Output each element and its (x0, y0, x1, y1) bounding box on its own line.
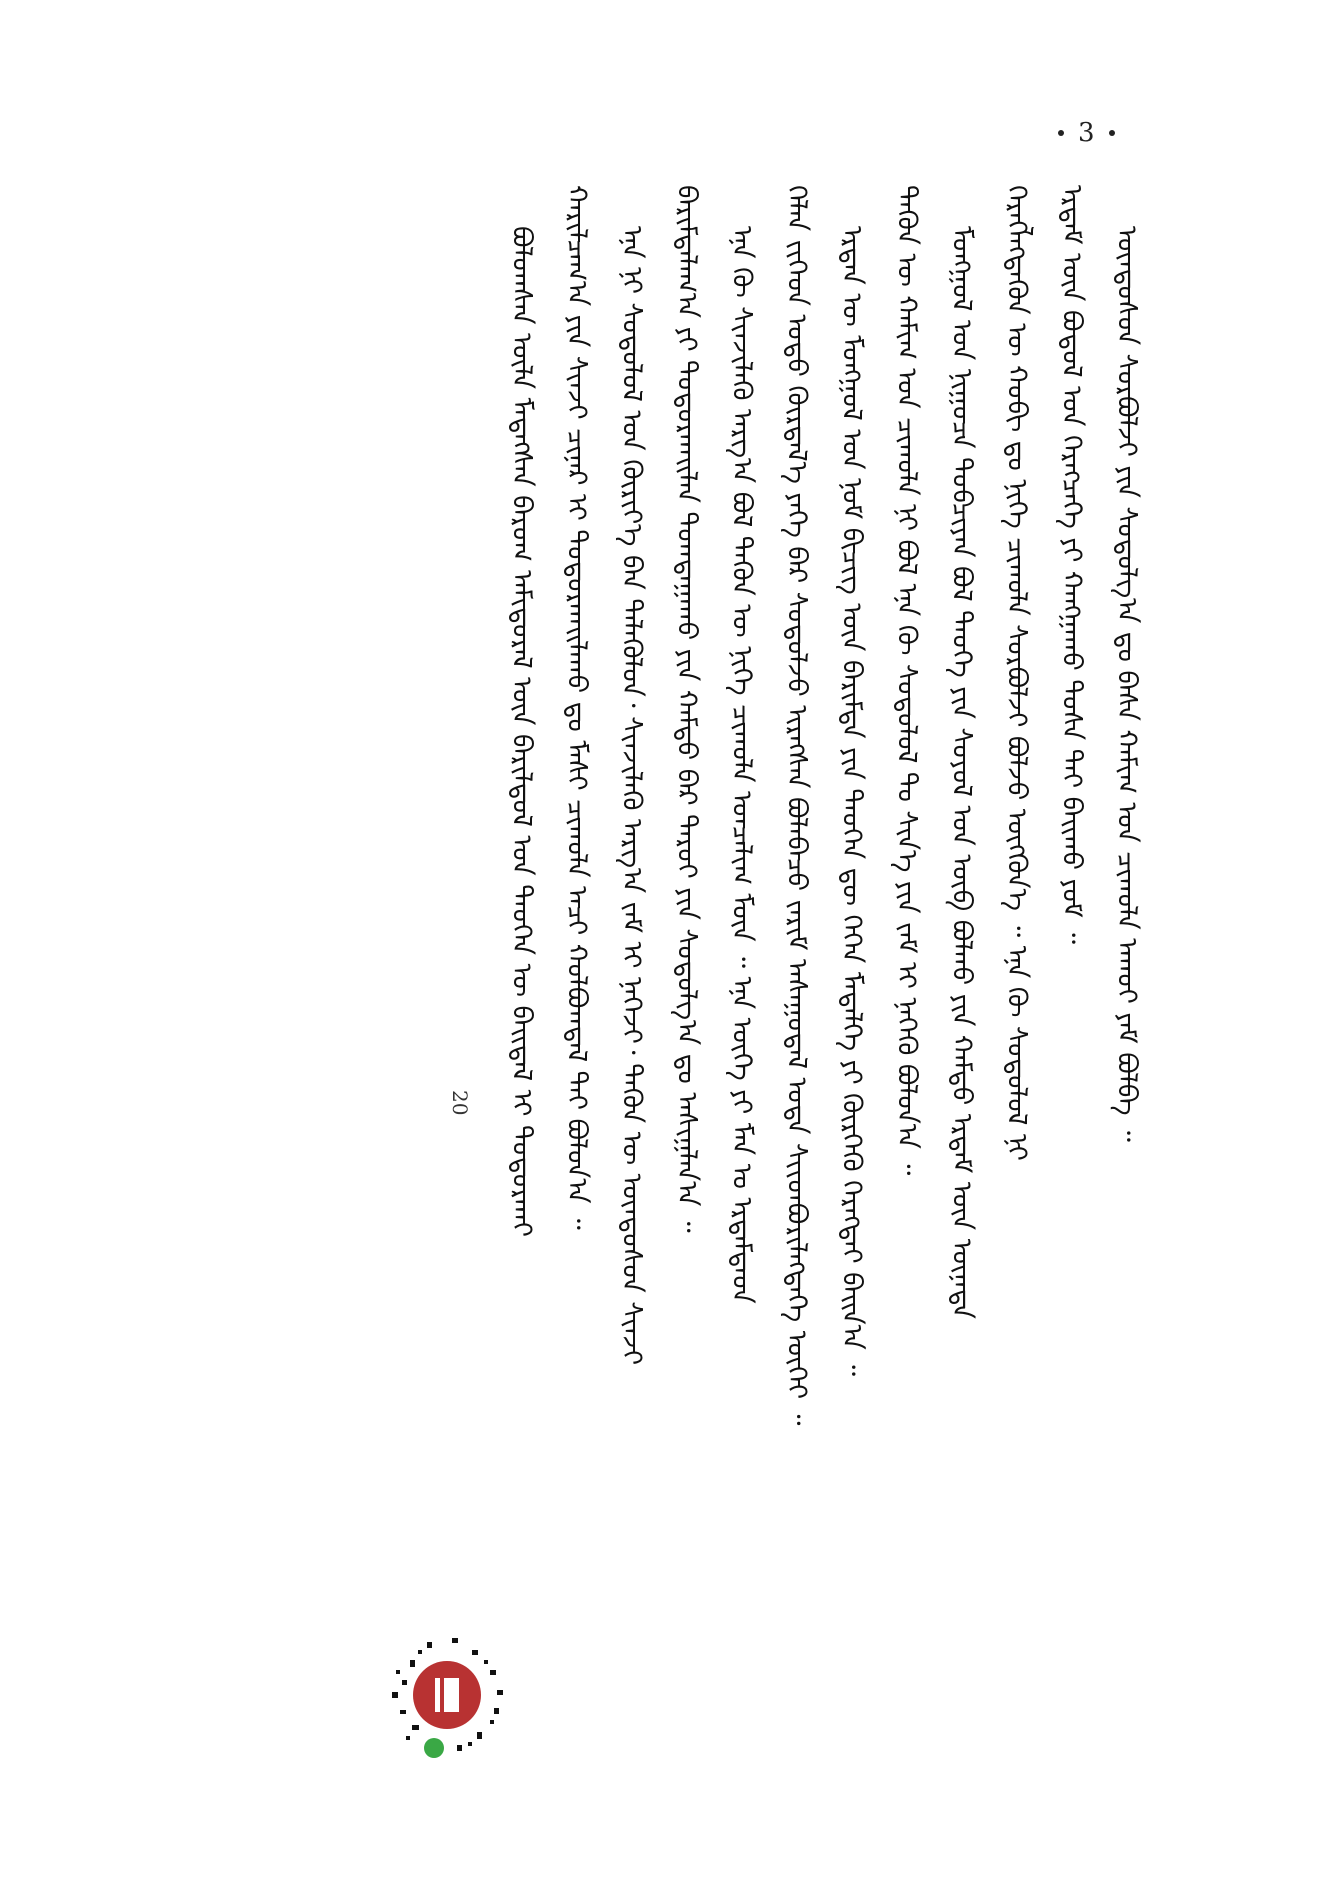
text-column-5: ᠡᠨᠡ ᠬᠦ ᠰᠢᠨᠵᠢᠯᠡᠬᠦ ᠠᠷᠭ᠎ᠠ ᠪᠣᠯ ᠲᠡᠬᠦᠨ ᠦ ᠨᠢᠭᠡ ᠴᠢᠬᠤᠯᠠ ᠣᠨᠴᠠᠯᠢᠭ ᠮᠥᠨ ᠃ ᠡᠨᠡ ᠦᠭᠡ ᠶᠢ ᠮᠠᠨ ᠤ ᠡᠷᠳᠡᠮᠲᠡᠳ (726, 225, 757, 1304)
page-number (1058, 118, 1115, 148)
qr-code-icon (372, 1620, 522, 1770)
text-column-7: ᠡᠷᠲᠡᠨ ᠦ ᠮᠣᠩᠭᠣᠯ ᠤᠨ ᠨᠣᠮ ᠪᠢᠴᠢᠭ᠌ ᠦᠨ ᠪᠠᠷᠢᠮᠲᠠ ᠶᠢᠨ ᠲᠡᠤᠬᠡᠨ ᠳᠦ ᠭᠡᠭᠡᠨ ᠮᠡᠳᠡᠯᠭᠡ ᠶᠢ ᠬᠦᠷᠭᠡᠬᠦ ᠬᠡᠷᠡᠭᠲᠡᠢ ᠪᠠᠢᠨ᠎ᠠ ᠃ (836, 225, 867, 1376)
text-column-2: ᠬᠠᠷᠢᠯᠴᠠᠭ᠎ᠠ ᠶᠢᠨ ᠰᠢᠨᠵᠢ ᠴᠢᠨᠠᠷ ᠢ ᠲᠣᠳᠣᠷᠬᠠᠢᠯᠠᠬᠤ ᠳᠤ ᠮᠠᠰᠢ ᠴᠢᠬᠤᠯᠠ ᠠᠴᠢ ᠬᠣᠯᠪᠤᠭᠳᠠᠯ ᠲᠠᠢ ᠪᠣᠯᠤᠨ᠎ᠠ ᠃ (561, 185, 592, 1230)
text-column-9: ᠮᠣᠩᠭᠣᠯ ᠤᠨ ᠨᠢᠭᠤᠴᠠ ᠲᠣᠪᠴᠢᠶᠠᠨ ᠪᠣᠯ ᠲᠡᠦᠬᠡ ᠶᠢᠨ ᠰᠣᠶᠣᠯ ᠤᠨ ᠥᠪ ᠪᠣᠯᠬᠤ ᠶᠢᠨ ᠬᠠᠮᠲᠤ ᠡᠷᠳᠡᠮ ᠦᠨ ᠦᠨᠡᠲᠡ (946, 225, 977, 1319)
text-column-4: ᠪᠠᠷᠢᠮᠲᠠᠯᠠᠭ᠎ᠠ ᠶᠢ ᠲᠣᠳᠣᠷᠬᠠᠢᠯᠠᠨ ᠲᠣᠭᠳᠠᠭᠠᠬᠤ ᠶᠢᠨ ᠬᠠᠮᠲᠤ ᠪᠡᠷ ᠳᠠᠷᠤᠢ ᠶᠢᠨ ᠰᠤᠳᠤᠯᠭ᠎ᠠ ᠳᠤ ᠠᠰᠢᠭ᠋ᠯᠠᠨ᠎ᠠ ᠃ (671, 185, 702, 1233)
text-column-10: ᠬᠡᠷᠡᠭᠯᠡᠭᠳᠡᠬᠦᠨ ᠦ ᠬᠤᠪᠢ ᠳᠤ ᠨᠢᠭᠡ ᠴᠢᠬᠤᠯᠠ ᠰᠤᠷᠪᠤᠯᠵᠢ ᠪᠣᠯᠵᠤ ᠥᠭᠭᠦᠨ᠎ᠡ ᠃ ᠡᠨᠡ ᠬᠦ ᠰᠤᠳᠤᠯᠤᠯ ᠨᠢ (1001, 185, 1032, 1161)
page-number-value: 3 (1078, 118, 1095, 148)
text-column-6: ᠬᠡᠯᠡᠨ ᠵᠢᠬᠡᠳ ᠣᠳᠣ ᠬᠦᠷᠲᠡᠯ᠎ᠡ ᠶᠡᠬᠡ ᠪᠡᠷ ᠰᠤᠳᠤᠯᠵᠤ ᠢᠷᠡᠭᠰᠡᠨ ᠪᠣᠯᠠᠪᠠᠴᠤ ᠵᠠᠷᠢᠮ ᠠᠰᠠᠭᠤᠳᠠᠯ ᠤᠳᠠ ᠰᠢᠢᠳᠪᠦᠷᠢᠯᠡᠭᠳᠡᠭᠡ ᠦᠭᠡᠢ ᠃ (781, 185, 812, 1426)
page-number-dot-right (1109, 130, 1115, 136)
text-column-8: ᠲᠡᠭᠦᠨ ᠦ ᠬᠠᠮᠢᠭ ᠤᠨ ᠴᠢᠬᠤᠯᠠ ᠨᠢ ᠪᠣᠯ ᠡᠨᠡ ᠬᠦ ᠰᠤᠳᠤᠯᠤᠯ ᠲᠤ ᠰᠢᠨ᠎ᠡ ᠶᠢᠨ ᠵᠠᠮ ᠢ ᠨᠡᠬᠡᠬᠦ ᠪᠣᠯᠤᠨ᠎ᠠ ᠃ (891, 185, 922, 1176)
text-column-3: ᠡᠨᠡ ᠨᠢ ᠰᠤᠳᠤᠯᠤᠯ ᠤᠨ ᠬᠦᠷᠢᠶ᠎ᠡ ᠪᠠᠨ ᠲᠡᠯᠡᠭᠦᠯᠦᠨ᠂ ᠰᠢᠨᠵᠢᠯᠡᠬᠦ ᠠᠷᠭ᠎ᠠ ᠵᠠᠮ ᠢ ᠨᠡᠬᠡᠵᠢ᠂ ᠲᠡᠭᠦᠨ ᠦ ᠦᠨᠳᠦᠰᠦᠨ ᠰᠢᠨᠵᠢ (616, 225, 647, 1365)
text-column-11: ᠡᠷᠳᠡᠮ ᠦᠨ ᠪᠣᠳᠤᠯ ᠤᠨ ᠬᠡᠷᠡᠭᠴᠡᠭᠡ ᠶᠢ ᠬᠠᠩᠭᠠᠬᠤ ᠲᠤᠰᠠ ᠲᠠᠢ ᠪᠠᠢᠬᠤ ᠶᠤᠮ ᠃ (1056, 185, 1087, 945)
text-column-1: ᠪᠣᠯᠤᠭᠰᠠᠨ ᠦᠯᠡ ᠮᠡᠳᠡᠭᠰᠡᠨ ᠪᠠᠷᠤᠭ ᠠᠮᠢᠳᠤᠷᠠᠯ ᠦᠨ ᠪᠠᠷᠢᠯᠳᠤᠯ ᠤᠨ ᠲᠡᠦᠬᠡᠨ ᠦ ᠪᠠᠢᠳᠠᠯ ᠢ ᠲᠣᠳᠤᠷᠬᠠᠢ (506, 225, 537, 1237)
mongolian-vertical-text (494, 185, 1154, 1730)
line-number-marker: 20 (448, 1090, 472, 1116)
page-number-dot-left (1058, 130, 1064, 136)
text-column-12: ᠦᠨᠳᠦᠰᠦᠨ ᠰᠤᠷᠪᠤᠯᠵᠢ ᠶᠢᠨ ᠰᠤᠳᠤᠯᠭ᠎ᠠ ᠳᠤ ᠪᠠᠰᠠ ᠬᠠᠮᠢᠭ ᠤᠨ ᠴᠢᠬᠤᠯᠠ ᠠᠬᠤᠢ ᠶᠠᠮ ᠪᠣᠯᠪᠠ ᠃ (1111, 225, 1142, 1142)
